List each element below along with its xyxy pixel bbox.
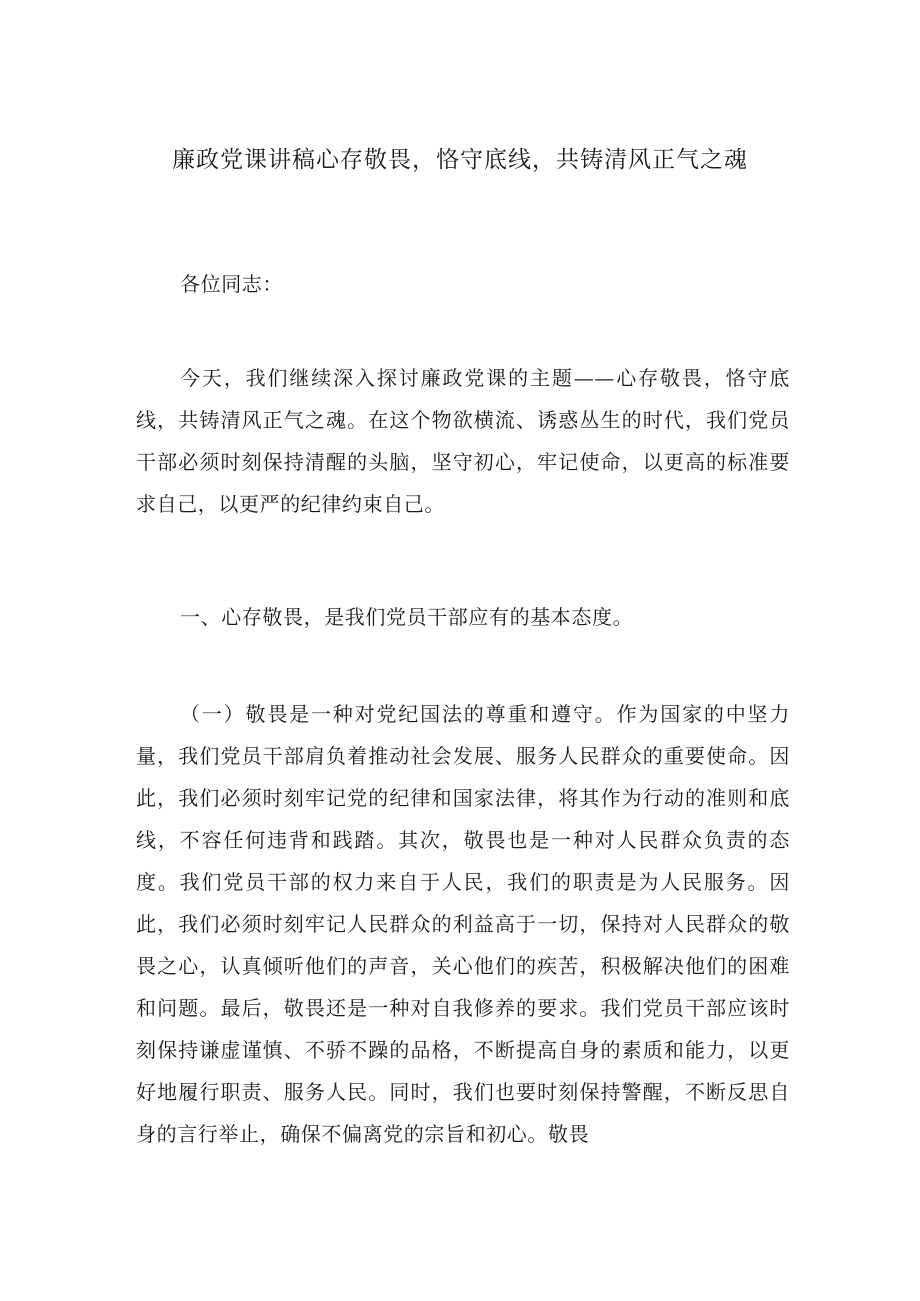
intro-paragraph: 今天，我们继续深入探讨廉政党课的主题——心存敬畏，恪守底线，共铸清风正气之魂。在这个物欲横流、诱惑丛生的时代，我们党员干部必须时刻保持清醒的头脑，坚守初心，牢记使命，以更高的标准要求自己，以更严的纪律约束自己。 (136, 366, 790, 516)
section-heading: 一、心存敬畏，是我们党员干部应有的基本态度。 (180, 605, 634, 629)
body-paragraph: （一）敬畏是一种对党纪国法的尊重和遵守。作为国家的中坚力量，我们党员干部肩负着推动社会发展、服务人民群众的重要使命。因此，我们必须时刻牢记党的纪律和国家法律，将其作为行动的准则和底线，不容任何违背和践踏。其次，敬畏也是一种对人民群众负责的态度。我们党员干部的权力来自于人民，我们的职责是为人民服务。因此，我们必须时刻牢记人民群众的利益高于一切，保持对人民群众的敬畏之心，认真倾听他们的声音，关心他们的疾苦，积极解决他们的困难和问题。最后，敬畏还是一种对自我修养的要求。我们党员干部应该时刻保持谦虚谨慎、不骄不躁的品格，不断提高自身的素质和能力，以更好地履行职责、服务人民。同时，我们也要时刻保持警醒，不断反思自身的言行举止，确保不偏离党的宗旨和初心。敬畏 (136, 702, 790, 1146)
document-title: 廉政党课讲稿心存敬畏，恪守底线，共铸清风正气之魂 (172, 147, 748, 173)
greeting: 各位同志： (180, 272, 283, 296)
